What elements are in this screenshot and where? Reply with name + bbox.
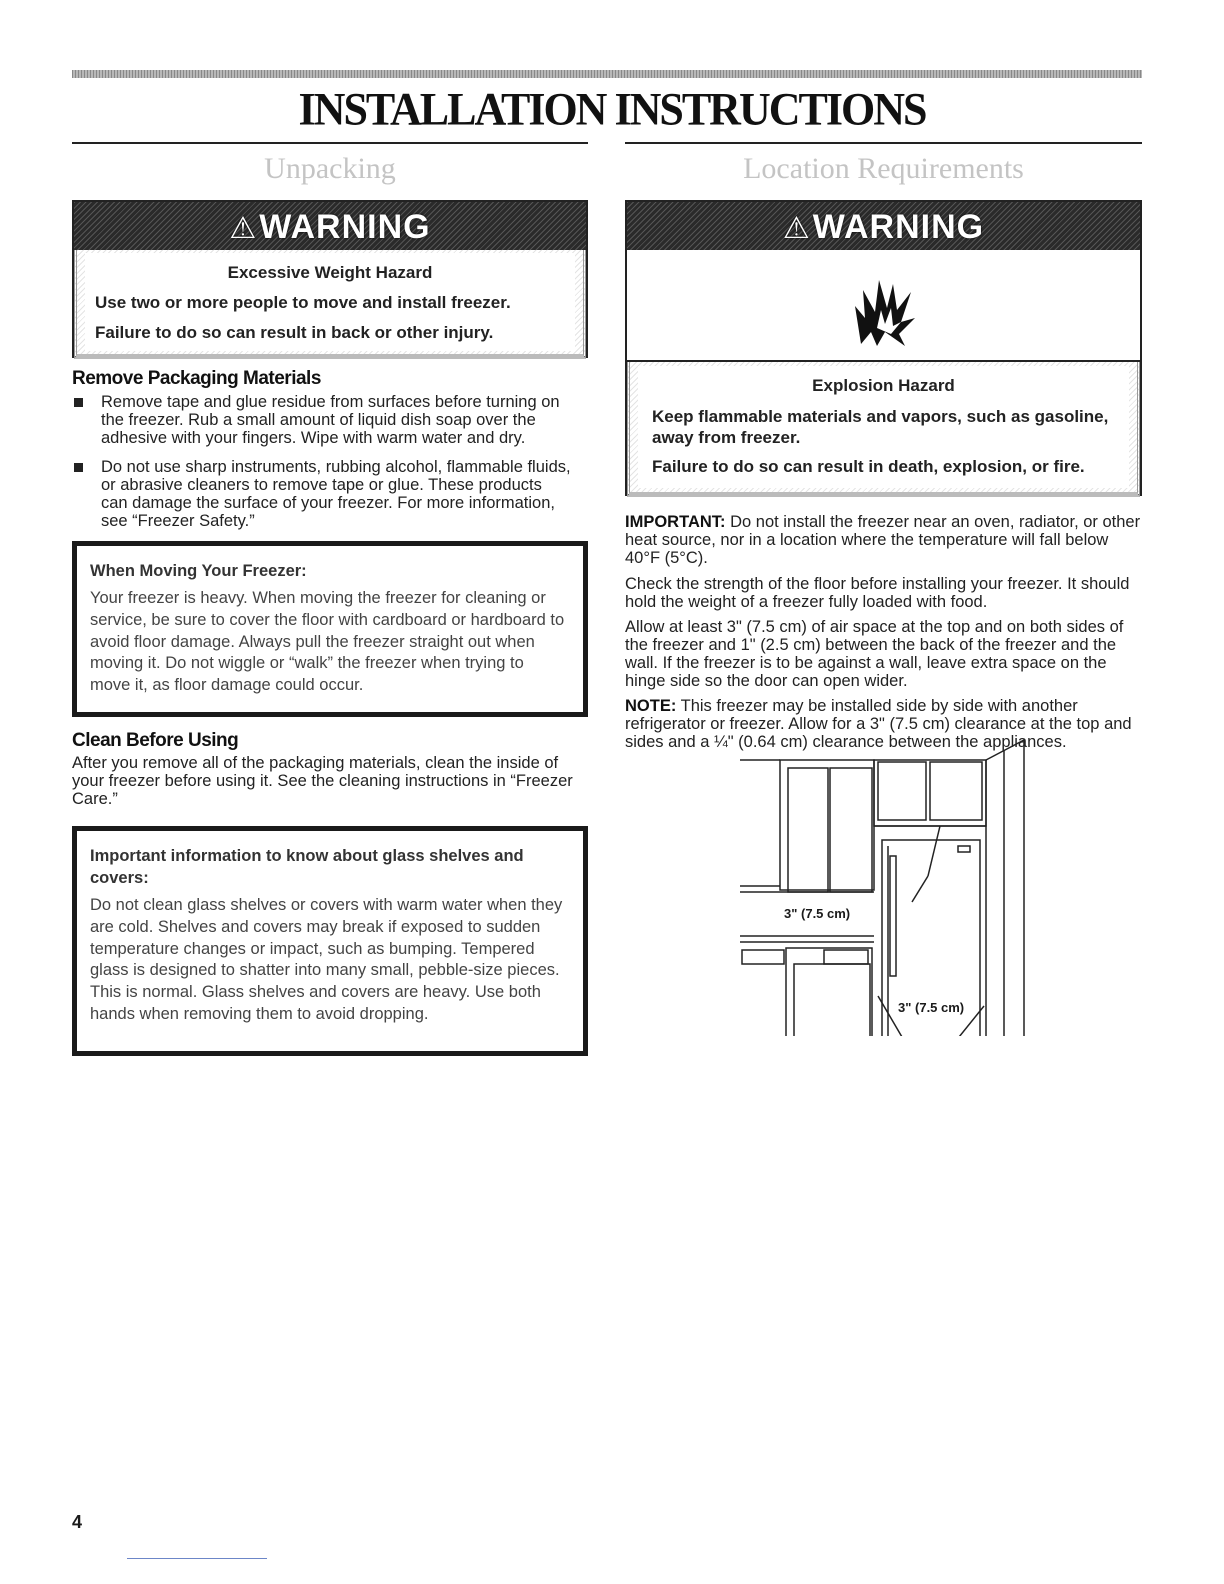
- note-text: This freezer may be installed side by side with another refrigerator or freezer. Allow for a 3" (7.5 cm) clearance at the top and sides and a ¼" (0.64 cm) clearance between the appliances.: [625, 697, 1132, 751]
- clearance-label-top: 3" (7.5 cm): [784, 906, 851, 921]
- warning-banner-text: WARNING: [259, 208, 431, 246]
- warning-banner-text: WARNING: [812, 208, 985, 246]
- remove-packaging-heading: Remove Packaging Materials: [72, 368, 321, 389]
- freezer-clearance-illustration: [740, 736, 1030, 1036]
- left-column-rule: [72, 142, 588, 144]
- warning-line: Failure to do so can result in back or other injury.: [95, 323, 494, 342]
- important-text: Do not install the freezer near an oven, radiator, or other heat source, nor in a location where the temperature will fall below 40°F (5°C).: [625, 513, 1141, 567]
- warning-line: Keep flammable materials and vapors, such as gasoline, away from freezer.: [652, 407, 1109, 447]
- warning-line: Failure to do so can result in death, explosion, or fire.: [652, 457, 1085, 476]
- right-column-rule: [625, 142, 1142, 144]
- page-title: INSTALLATION INSTRUCTIONS: [298, 83, 926, 136]
- explosion-hazard-warning: [625, 200, 1142, 496]
- glass-shelves-note: [72, 826, 588, 1056]
- hazard-title: Explosion Hazard: [812, 376, 955, 395]
- location-section-title: Location Requirements: [743, 152, 1024, 185]
- hazard-title: Excessive Weight Hazard: [227, 263, 433, 282]
- explosion-icon: [841, 262, 931, 352]
- unpacking-section-title: Unpacking: [264, 152, 396, 185]
- clearance-label-bottom: 3" (7.5 cm): [898, 1000, 965, 1015]
- important-paragraph: [625, 513, 1142, 567]
- clean-before-using-heading: Clean Before Using: [72, 730, 239, 751]
- note-body: Your freezer is heavy. When moving the freezer for cleaning or service, be sure to cover the floor with cardboard or hardboard to avoid floor damage. Always pull the freezer straight out when moving it. Do not wiggle or “walk” the freezer when trying to move it, as floor damage could occur.: [90, 589, 565, 695]
- weight-hazard-warning: [72, 200, 588, 358]
- list-item: [101, 393, 587, 447]
- space-paragraph: Allow at least 3" (7.5 cm) of air space at the top and on both sides of the freezer and 1" (2.5 cm) between the back of the freezer and the wall. If the freezer is to be against a wall, leave extra space on the hinge side so the door can open wider.: [625, 618, 1124, 690]
- bullet-square-icon: [74, 398, 83, 407]
- warning-triangle-icon: ⚠: [782, 212, 811, 245]
- clearance-diagram: [740, 736, 1030, 1036]
- moving-freezer-note: [72, 541, 588, 717]
- warning-triangle-icon: ⚠: [229, 212, 258, 245]
- bullet-text: Do not use sharp instruments, rubbing alcohol, flammable fluids, or abrasive cleaners to remove tape or glue. These products can damage the surface of your freezer. For more information, see “Freezer Safety.”: [101, 458, 571, 530]
- warning-banner: [627, 202, 1140, 250]
- note-label: NOTE:: [625, 697, 677, 715]
- top-rule: [72, 70, 1142, 78]
- list-item: [101, 458, 571, 530]
- floor-paragraph: Check the strength of the floor before installing your freezer. It should hold the weight of a freezer fully loaded with food.: [625, 575, 1130, 611]
- bullet-text: Remove tape and glue residue from surfaces before turning on the freezer. Rub a small amount of liquid dish soap over the adhesive with your fingers. Wipe with warm water and dry.: [101, 393, 560, 447]
- page-number: 4: [72, 1512, 83, 1532]
- note-body: Do not clean glass shelves or covers with warm water when they are cold. Shelves and covers may break if exposed to sudden temperature changes or impact, such as bumping. Tempered glass is designed to shatter into many small, pebble-size pieces. This is normal. Glass shelves and covers are heavy. Use both hands when removing them to avoid dropping.: [90, 896, 563, 1023]
- explosion-symbol-panel: [627, 250, 1140, 362]
- warning-banner: [74, 202, 586, 250]
- clean-before-using-text: After you remove all of the packaging materials, clean the inside of your freezer before using it. See the cleaning instructions in “Freezer Care.”: [72, 754, 573, 808]
- note-heading: Important information to know about glass shelves and covers:: [90, 847, 524, 887]
- bullet-square-icon: [74, 463, 83, 472]
- warning-line: Use two or more people to move and install freezer.: [95, 293, 511, 312]
- important-label: IMPORTANT:: [625, 513, 726, 531]
- note-heading: When Moving Your Freezer:: [90, 562, 307, 580]
- footer-rule: [127, 1558, 267, 1559]
